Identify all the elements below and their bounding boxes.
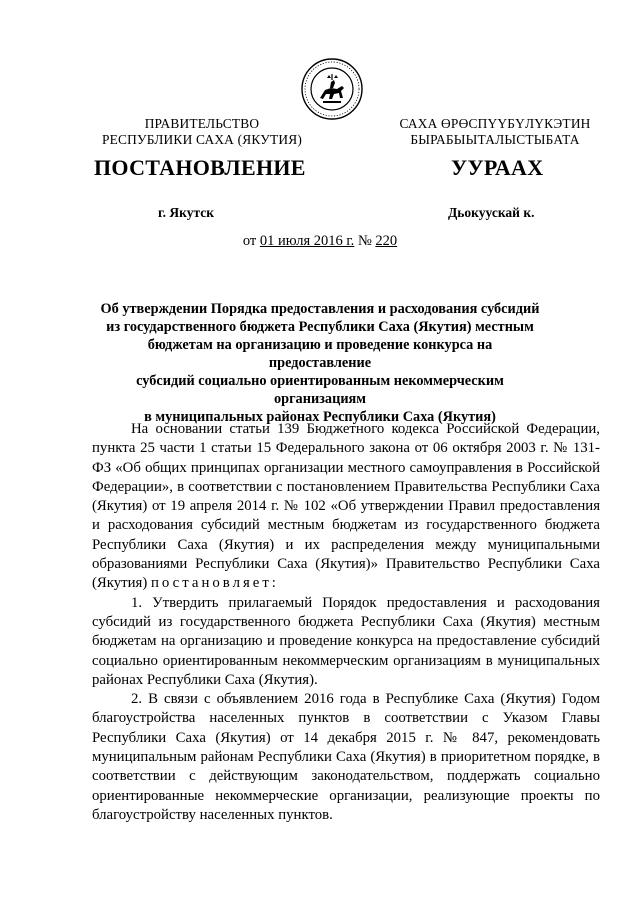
document-title-line: из государственного бюджета Республики Саха (Якутия) местным bbox=[106, 319, 534, 335]
date-prefix: от bbox=[242, 233, 257, 249]
document-body bbox=[92, 420, 600, 825]
document-title-line: субсидий социально ориентированным некоммерческим организациям bbox=[136, 373, 504, 407]
decree-word: постановляет: bbox=[151, 575, 279, 592]
header-right-line2: БЫРАБЫЫТАЛЫСТЫБАТА bbox=[410, 132, 580, 147]
document-title-line: Об утверждении Порядка предоставления и расходования субсидий bbox=[100, 301, 540, 317]
body-paragraph-preamble bbox=[92, 420, 600, 594]
document-title-line: в муниципальных районах Республики Саха (Якутия) bbox=[144, 409, 496, 425]
header-left-org bbox=[82, 116, 322, 148]
document-title bbox=[100, 300, 540, 426]
body-paragraph-2: 2. В связи с объявлением 2016 года в Республике Саха (Якутия) Годом благоустройства населенных пунктов в соответствии с Указом Главы Республики Саха (Якутия) от 14 декабря 2015 г. № 847, рекомендовать муниципальным районам Республики Саха (Якутия) в приоритетном порядке, в соответствии с действующим законодательством, поддержать социально ориентированные некоммерческие организации, реализующие проекты по благоустройству населенных пунктов. bbox=[92, 691, 600, 823]
number-value: 220 bbox=[375, 233, 398, 249]
header-left-line1: ПРАВИТЕЛЬСТВО bbox=[144, 116, 260, 131]
date-number-line bbox=[0, 232, 640, 250]
number-sign: № bbox=[357, 233, 372, 249]
emblem-icon bbox=[301, 58, 363, 120]
document-title-line: бюджетам на организацию и проведение конкурса на предоставление bbox=[147, 337, 493, 371]
city-russian: г. Якутск bbox=[158, 205, 215, 220]
header-right-org bbox=[375, 116, 615, 148]
preamble-text: На основании статьи 139 Бюджетного кодекса Российской Федерации, пункта 25 части 1 статьи 15 Федерального закона от 06 октября 2003 г. № 131-ФЗ «Об общих принципах организации местного самоуправления в Российской Федерации», в соответствии с постановлением Правительства Республики Саха (Якутия) от 19 апреля 2014 г. № 102 «Об утверждении Правил предоставления и расходования субсидий местным бюджетам из государственного бюджета Республики Саха (Якутия) и их распределения между муниципальными образованиями Республики Саха (Якутия)» Правительство Республики Саха (Якутия) bbox=[92, 421, 600, 592]
document-type-russian: ПОСТАНОВЛЕНИЕ bbox=[94, 155, 306, 180]
header-left-line2: РЕСПУБЛИКИ САХА (ЯКУТИЯ) bbox=[102, 132, 302, 147]
date-value: 01 июля 2016 г. bbox=[259, 233, 355, 249]
city-yakut: Дьокуускай к. bbox=[448, 205, 535, 220]
document-type-yakut: УУРААХ bbox=[451, 155, 544, 180]
body-paragraph-1: 1. Утвердить прилагаемый Порядок предоставления и расходования субсидий из государственного бюджета Республики Саха (Якутия) местным бюджетам на организацию и проведение конкурса на предоставление субсидий социально ориентированным некоммерческим организациям в муниципальных районах Республики Саха (Якутия). bbox=[92, 594, 600, 688]
header-right-line1: САХА ӨРӨСПҮҮБҮЛҮКЭТИН bbox=[399, 116, 591, 131]
coat-of-arms-emblem bbox=[301, 58, 363, 120]
